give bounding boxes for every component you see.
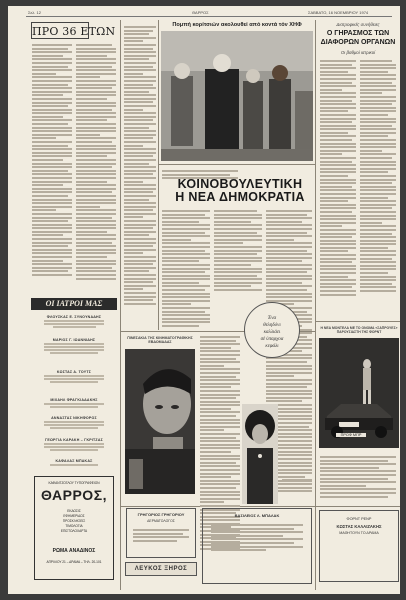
doctor-name: ΓΕΩΡΓΙΑ ΚΑΡΑΚΗ – ΓΚΡΙΤΖΑΣ [45,438,103,442]
doctor-card [31,315,117,328]
doctors-heading: ΟΙ ΙΑΤΡΟΙ ΜΑΣ [31,298,117,310]
doctor-card [31,370,117,383]
column-divider [120,20,121,590]
ad-top-line: ΚΑΦΑΝΤΖΟΓΛΟΥ ΤΥΠΟΓΡΑΦΕΙΟΝ [48,481,100,485]
article-text [320,456,396,499]
right-headline: Ο ΓΗΡΑΣΜΟΣ ΤΩΝ ΔΙΑΦΟΡΩΝ ΟΡΓΑΝΩΝ [320,30,396,46]
section-divider [120,506,400,507]
article-text [76,44,116,281]
ad-subtitle: ΜΑΘΗΤΟΥΝ ΤΟ ΔΡΑΜΑ [339,531,379,535]
right-subhead: Οι βαθμοί ιατρικοί [340,50,376,55]
woman-photo-image [242,404,278,504]
column-divider [158,20,159,330]
teaser-line: καλλιάει [263,330,281,335]
article-text [282,404,312,490]
ad-name: ΒΑΣΙΛΕΙΟΣ Λ. ΜΠΑΛΑΚ [234,513,280,518]
header-rule [26,16,392,17]
doctor-card [31,398,117,408]
ad-name: ΚΩΣΤΑΣ ΚΑΛΑΙΖΑΚΗΣ [336,524,382,529]
article-text [360,60,396,294]
printing-house-ad [34,476,114,580]
article-text [162,210,210,329]
teaser-line: σέ ύπαρχοα [260,337,284,342]
ad-name: ΘΑΡΡΟΣ, [41,487,107,503]
lawyer-ad [202,508,312,584]
ford-dealer-ad [319,510,399,582]
photo-caption: Πομπή κορίτσιών ακολουθεί από κοντά τόν ΧΗΦ [172,22,302,28]
teaser-line: θεληδόνι [263,323,281,328]
doctor-name: ΜΙΧΑΗΛ ΦΡΑΓΚΙΑΔΑΚΗΣ [50,398,98,402]
teaser-line: κεφάλι [265,344,279,349]
doctor-name: ΜΑΡΙΟΣ Γ. ΙΩΑΝΝΙΔΗΣ [52,338,96,342]
teaser-line: Ένα [267,316,277,321]
doctor-name: ΚΑΦΑΛΑΣ ΜΠΑΚΑΣ [55,459,93,463]
main-headline [170,178,310,204]
listing-text [124,26,156,306]
woman-photo [242,404,278,504]
newspaper-page [8,6,400,594]
article-text [214,210,262,293]
actor-photo [125,349,195,494]
car-photo [319,338,399,448]
page-number: Σελ. 12 [28,10,41,15]
doctor-name: ΑΝΝΑΣΤΑΣ ΝΙΚΗΦΟΡΟΣ [51,416,97,420]
article-text [32,44,72,278]
doctor-card [31,438,117,451]
ad-address: ΑΠΡΙΛΙΟΥ 21 – ΔΡΑΜΑ – ΤΗΛ. 20-101 [46,560,102,564]
ad-subtitle: ΔΕΡΜΑΤΟΛΟΓΟΣ [147,519,175,523]
doctor-card [31,459,117,466]
banner-text: ΛΕΥΚΟΣ ΞΗΡΟΣ [134,566,188,572]
page-header [8,6,400,18]
article-text [320,60,356,297]
paper-name: ΘΑΡΡΟΣ [192,10,209,15]
headline-line-2: Η ΝΕΑ ΔΗΜΟΚΡΑΤΙΑ [175,190,305,204]
banner-ad [125,562,197,576]
doctor-card [31,338,117,354]
actor-photo-image [125,349,195,494]
ad-line: ΠΡΟΣΚΛΗΣΕΙΣ [62,519,86,523]
doctor-name: ΦΛΟΥΣΚΑΣ Ε. ΣΥΝΟΥΝΑΔΗΣ [46,315,102,319]
promo-caption: ΠΙΝΕΣΑΚΙΑ ΤΗΣ ΚΙΝΗΜΑΤΟΓΡΑΦΙΚΗΣ ΕΒΔΟΜΑΔΑΣ [127,336,193,344]
ad-name: ΓΡΗΓΟΡΙΟΣ ΓΡΗΓΟΡΙΟΥ [137,512,185,517]
ad-line: ΕΚΔΟΣΙΣ [67,509,81,513]
ad-top-line: ΦΟΡΝΤ ΡΕΝΡ [346,517,372,521]
column-title: ΠΡΟ 36 ΕΤΩΝ [32,25,116,38]
circle-teaser [244,302,300,358]
doctor-ad [126,508,196,558]
ad-line: ΕΠΙΣΤΟΛΟΧΑΡΤΑ [60,529,88,533]
kicker: Διατροφικές συνήθειες [336,22,380,27]
car-photo-image [319,338,399,448]
column-divider [315,20,316,590]
headline-line-1: ΚΟΙΝΟΒΟΥΛΕΥΤΙΚΗ [177,177,303,191]
parade-photo [161,31,313,161]
doctor-card [31,416,117,429]
section-divider [315,321,400,322]
section-divider [158,164,315,165]
ad-line: ΤΙΜΟΛΟΓΙΑ [65,524,83,528]
parade-photo-image [161,31,313,161]
doctor-name: ΚΩΣΤΑΣ Α. ΤΟΥΤΣ [56,370,92,374]
ad-bottom: ΡΩΜΑ ΑΝΑΔΙΝΟΣ [52,548,96,554]
car-plate: ΠΡΟΦ ΜΠΡ [336,433,366,437]
ad-line: ΕΦΗΜΕΡΙΔΟΣ [63,514,85,518]
car-caption: Η ΝΕΑ ΜΟΝΤΕΛΑ ΜΕ ΤΟ ΟΝΟΜΑ «ΣΑΠΡΟΥΕΣ» ΠΑΡΟΥΣΙΑΣΤΗ ΤΗΣ ΦΟΡΝΤ [320,326,398,334]
page-date: ΣΑΒΒΑΤΟ, 16 ΝΟΕΜΒΡΙΟΥ 1974 [308,10,369,15]
